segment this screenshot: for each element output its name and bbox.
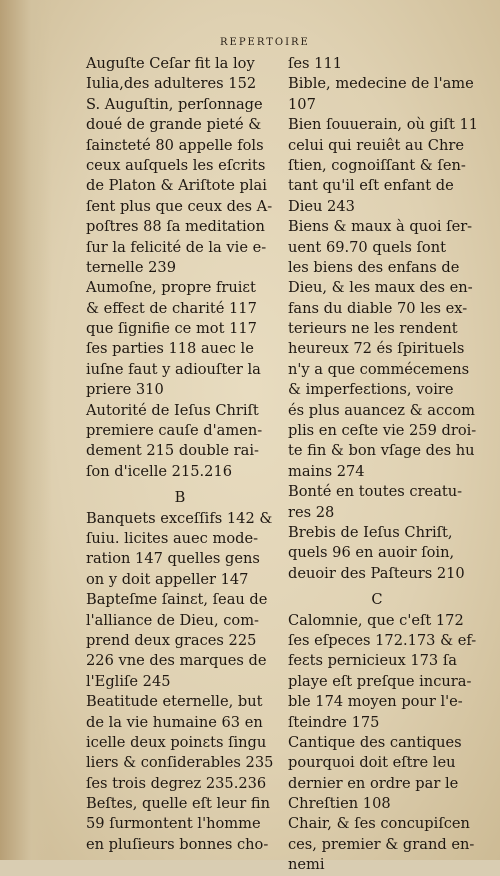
- index-line: ſuiu. licites auec mode-: [86, 529, 259, 547]
- index-line: pourquoi doit eſtre leu: [288, 754, 456, 772]
- index-line: de Platon & Ariſtote plai: [86, 177, 267, 195]
- index-line: Bible, medecine de l'ame: [288, 75, 474, 93]
- index-line: Iulia,des adulteres 152: [86, 75, 257, 93]
- index-line: 226 vne des marques de: [86, 652, 267, 670]
- index-line: res 28: [288, 503, 335, 521]
- index-line: fans du diable 70 les ex-: [288, 299, 468, 317]
- index-line: & effeɛt de charité 117: [86, 299, 257, 317]
- index-line: nemi: [288, 856, 325, 874]
- index-line: ſainɛteté 80 appelle fols: [86, 136, 264, 154]
- index-line: liers & conſiderables 235: [86, 754, 274, 772]
- index-line: Brebis de Ieſus Chriſt,: [288, 523, 453, 541]
- index-line: de la vie humaine 63 en: [86, 713, 263, 731]
- index-line: ceux auſquels les eſcrits: [86, 156, 266, 174]
- index-line: plis en ceſte vie 259 droi-: [288, 422, 477, 440]
- index-line: Bapteſme ſainɛt, ſeau de: [86, 591, 268, 609]
- index-line: ble 174 moyen pour l'e-: [288, 693, 463, 711]
- index-line: Bonté en toutes creatu-: [288, 483, 463, 501]
- index-line: l'alliance de Dieu, com-: [86, 611, 259, 629]
- index-line: S. Auguſtin, perſonnage: [86, 95, 263, 113]
- index-line: te fin & bon vſage des hu: [288, 442, 475, 460]
- index-line: feɛts pernicieux 173 ſa: [288, 652, 457, 670]
- index-line: ſes parties 118 auec le: [86, 340, 254, 358]
- index-line: Aumoſne, propre fruiɛt: [86, 279, 256, 297]
- index-line: Dieu 243: [288, 197, 355, 215]
- index-line: deuoir des Paſteurs 210: [288, 564, 465, 582]
- index-line: les biens des enfans de: [288, 258, 460, 276]
- index-line: l'Egliſe 245: [86, 672, 171, 690]
- index-line: Cantique des cantiques: [288, 733, 462, 751]
- index-line: ſes trois degrez 235.236: [86, 774, 267, 792]
- index-line: en pluſieurs bonnes cho-: [86, 835, 269, 853]
- index-line: Banquets exceſſifs 142 &: [86, 509, 273, 527]
- index-line: ſent plus que ceux des A-: [86, 197, 273, 215]
- index-line: terieurs ne les rendent: [288, 320, 458, 338]
- index-line: Autorité de Ieſus Chriſt: [86, 401, 259, 419]
- index-line: Beſtes, quelle eſt leur fin: [86, 795, 271, 813]
- index-line: heureux 72 és ſpirituels: [288, 340, 465, 358]
- index-line: ſur la felicité de la vie e-: [86, 238, 267, 256]
- index-line: ternelle 239: [86, 258, 176, 276]
- index-line: iuſne faut y adiouſter la: [86, 360, 261, 378]
- index-line: celui qui reuiêt au Chre: [288, 136, 464, 154]
- index-line: ſtien, cognoiſſant & ſen-: [288, 156, 466, 174]
- index-line: Biens & maux à quoi ſer-: [288, 218, 473, 236]
- index-line: icelle deux poinɛts ſingu: [86, 733, 267, 751]
- index-line: ſon d'icelle 215.216: [86, 462, 233, 480]
- right-column: [288, 54, 479, 876]
- index-line: Beatitude eternelle, but: [86, 693, 263, 711]
- index-line: prend deux graces 225: [86, 631, 257, 649]
- index-line: que ſignifie ce mot 117: [86, 320, 257, 338]
- index-line: 59 ſurmontent l'homme: [86, 815, 261, 833]
- index-line: uent 69.70 quels ſont: [288, 238, 446, 256]
- index-line: n'y a que commécemens: [288, 360, 470, 378]
- index-line: Chair, & ſes concupiſcen: [288, 815, 470, 833]
- index-line: quels 96 en auoir ſoin,: [288, 544, 455, 562]
- index-line: dement 215 double rai-: [86, 442, 259, 460]
- section-letter: B: [174, 489, 186, 507]
- index-line: tant qu'il eſt enfant de: [288, 177, 454, 195]
- index-line: playe eſt preſque incura-: [288, 672, 472, 690]
- index-line: & imperfeɛtions, voire: [288, 381, 454, 399]
- index-line: doué de grande pieté &: [86, 116, 262, 134]
- index-line: mains 274: [288, 462, 365, 480]
- running-head: REPERTOIRE: [220, 37, 310, 48]
- index-line: Chreſtien 108: [288, 795, 391, 813]
- index-line: Calomnie, que c'eſt 172: [288, 611, 464, 629]
- index-line: ration 147 quelles gens: [86, 550, 260, 568]
- index-line: Dieu, & les maux des en-: [288, 279, 473, 297]
- left-column: [86, 54, 274, 855]
- index-line: ſteindre 175: [288, 713, 380, 731]
- index-line: Bien ſouuerain, où giſt 11: [288, 116, 479, 134]
- index-line: on y doit appeller 147: [86, 570, 249, 588]
- index-line: dernier en ordre par le: [288, 774, 459, 792]
- index-line: ces, premier & grand en-: [288, 835, 475, 853]
- index-line: priere 310: [86, 381, 164, 399]
- page-shadow: [0, 0, 52, 860]
- index-line: Auguſte Ceſar fit la loy: [86, 55, 255, 72]
- section-letter: C: [371, 591, 383, 609]
- index-line: 107: [288, 95, 316, 113]
- index-line: és plus auancez & accom: [288, 401, 475, 419]
- index-line: premiere cauſe d'amen-: [86, 422, 263, 440]
- index-line: ſes eſpeces 172.173 & ef-: [288, 631, 477, 649]
- index-line: poſtres 88 ſa meditation: [86, 218, 265, 236]
- index-line: ſes 111: [288, 55, 343, 72]
